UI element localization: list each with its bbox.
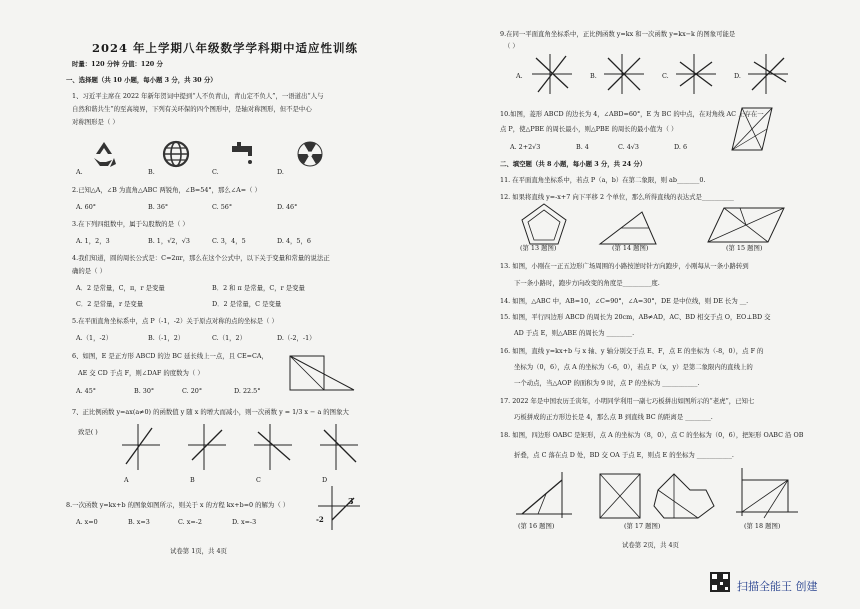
q9-option-c: C. [662, 72, 669, 80]
q14-stem: 14. 如图，△ABC 中，AB=10，∠C=90°，∠A=30°，DE 是中位线，则 DE 长为 __. [500, 297, 749, 305]
q6-figure [288, 350, 358, 400]
q8-stem: 8.一次函数 y=kx+b 的图象如图所示，则关于 x 的方程 kx+b=0 的解为（ ） [66, 501, 290, 509]
q8-option-a: A. x=0 [76, 518, 98, 526]
q9-line-1: 9.在同一平面直角坐标系中，正比例函数 y=kx 和一次函数 y=kx−k 的图象可能是 [500, 30, 736, 38]
qr-code-icon [710, 572, 730, 592]
q17-tangram-figure [598, 470, 718, 522]
faucet-icon [228, 140, 256, 168]
right-column [496, 0, 836, 560]
q1-option-b: B. [148, 168, 155, 176]
q6-option-d: D. 22.5° [234, 387, 261, 395]
q9-line-2: （ ） [504, 42, 519, 50]
q7-graphs [112, 420, 372, 475]
footer-left: 试卷第 1页，共 4页 [170, 547, 227, 555]
q7-line-2: 致是( ) [78, 428, 98, 436]
q4-option-a: A．2 是常量，C，π，r 是变量 [76, 284, 165, 292]
q18-rectangle-figure [734, 466, 800, 520]
q8-option-b: B. x=3 [128, 518, 150, 526]
q6-option-a: A. 45° [76, 387, 97, 395]
radiation-icon [296, 140, 324, 168]
q10-rhombus-figure [722, 104, 782, 154]
q7-option-d: D [322, 476, 328, 484]
q8-option-c: C. x=-2 [178, 518, 202, 526]
q9-option-b: B. [590, 72, 597, 80]
q5-option-c: C.（1，2） [212, 334, 246, 342]
q12-stem: 12. 如果将直线 y=-x+7 向下平移 2 个单位，那么所得直线的表达式是__________ [500, 193, 734, 201]
q1-line-1: 1、习近平主席在 2022 年新年贺词中提到“人不负青山，青山定不负人”，一语道出“人与 [72, 92, 324, 100]
q1-line-2: 自然和谐共生”的至高境界，下列有关环保的四个图形中，是轴对称图形，但不是中心 [72, 105, 312, 113]
q16-line-1: 16. 如图，直线 y=kx+b 与 x 轴、y 轴分别交于点 E、F，点 E 的坐标为（-8，0），点 F 的 [500, 347, 764, 355]
q16-line-2: 坐标为（0，6），点 A 的坐标为（-6，0），若点 P（x，y）是第二象限内的直线上的 [514, 363, 753, 371]
q10-line-1: 10.如图，菱形 ABCD 的边长为 4，∠ABD=60°，E 为 BC 的中点，在对角线 AC 上存在一 [500, 110, 764, 118]
q17-line-2: 巧板拼成的正方形边长是 4，那么点 B 到直线 BC 的距离是 ________. [514, 413, 713, 421]
q11-stem: 11. 在平面直角坐标系中，若点 P（a，b）在第二象限，则 ab_______0. [500, 176, 706, 184]
q16-line-graph [514, 470, 574, 520]
q14-triangle-figure [596, 208, 660, 248]
footer-right: 试卷第 2页，共 4页 [622, 541, 679, 549]
q15-line-1: 15. 如图，平行四边形 ABCD 的周长为 20cm，AB≠AD，AC、BD 相交于点 O，EO⊥BD 交 [500, 313, 771, 321]
q3-option-a: A. 1，2，3 [76, 237, 110, 245]
recycle-icon [90, 140, 118, 168]
scanner-brand-label: 扫描全能王 创建 [737, 580, 818, 593]
left-column [52, 0, 472, 560]
q8-graph-label-y: -2 [316, 515, 324, 524]
q8-graph-label-x: 3 [348, 496, 354, 506]
q7-line-1: 7、正比例函数 y=ax(a≠0) 的函数值 y 随 x 的增大而减小，则一次函数 y = 1/3 x − a 的图象大 [72, 408, 349, 416]
q5-stem: 5.在平面直角坐标系中，点 P（-1，-2）关于原点对称的点的坐标是（ ） [72, 317, 278, 325]
q4-option-d: D．2 是常量，C 是变量 [212, 300, 282, 308]
globe-icon [162, 140, 190, 168]
q8-graph [314, 484, 364, 532]
section-2-heading: 二、填空题（共 8 小题，每小题 3 分，共 24 分） [500, 160, 647, 168]
q1-option-a: A. [76, 168, 83, 176]
q1-line-3: 对称图形是（ ） [72, 118, 119, 126]
q5-option-d: D.（-2，-1） [277, 334, 316, 342]
fig-16-caption: (第 16 题图) [518, 522, 555, 530]
q9-graphs [512, 52, 802, 96]
q9-option-d: D. [734, 72, 741, 80]
q2-option-b: B. 36° [148, 203, 169, 211]
q10-line-2: 点 P，使△PBE 的周长最小，则△PBE 的周长的最小值为（ ） [500, 125, 678, 133]
q13-line-1: 13. 如图，小刚在一正五边形广场周围的小路按逆时针方向跑步，小刚每从一条小路转到 [500, 262, 749, 270]
q6-option-c: C. 20° [182, 387, 203, 395]
q13-line-2: 下一条小路时，跑步方向改变的角度是_________度. [514, 279, 660, 287]
q10-option-d: D. 6 [674, 143, 688, 151]
q3-option-b: B. 1，√2，√3 [148, 237, 190, 245]
q2-option-c: C. 56° [212, 203, 233, 211]
q4-option-b: B．2 和 π 是常量，C，r 是变量 [212, 284, 305, 292]
q2-option-a: A. 60° [76, 203, 97, 211]
q2-stem: 2.已知△A，∠B 为直角△ABC 两锐角，∠B=54°，那么∠A=（ ） [72, 186, 261, 194]
q2-option-d: D. 46° [277, 203, 298, 211]
q10-option-b: B. 4 [576, 143, 589, 151]
q15-parallelogram-figure [706, 204, 788, 246]
q4-line-2: 确的是（ ） [72, 267, 106, 275]
q10-option-a: A. 2+2√3 [510, 143, 541, 151]
q18-line-2: 折叠，点 C 落在点 D 处，BD 交 OA 于点 E，则点 E 的坐标为 ___________. [514, 451, 734, 459]
fig-13-caption: (第 13 题图) [520, 244, 557, 252]
q5-option-b: B.（-1，2） [148, 334, 185, 342]
q18-line-1: 18. 如图，四边形 OABC 是矩形，点 A 的坐标为（8，0），点 C 的坐标为（0，6），把矩形 OABC 沿 OB [500, 431, 804, 439]
q7-option-b: B [190, 476, 195, 484]
fig-18-caption: (第 18 题图) [744, 522, 781, 530]
q5-option-a: A.（1，-2） [76, 334, 113, 342]
q3-option-d: D. 4，5，6 [277, 237, 311, 245]
q1-option-d: D. [277, 168, 284, 176]
q17-line-1: 17. 2022 年是中国农历壬寅年，小明同学利用一副七巧板拼出如图所示的“老虎”，已知七 [500, 397, 755, 405]
q3-option-c: C. 3，4，5 [212, 237, 246, 245]
section-1-heading: 一、选择题（共 10 小题，每小题 3 分，共 30 分） [66, 76, 217, 84]
q4-line-1: 4.我们知道，圆的周长公式是：C=2πr，那么在这个公式中，以下关于变量和常量的说法正 [72, 254, 330, 262]
q7-option-c: C [256, 476, 261, 484]
q6-line-2: AE 交 CD 于点 F，则∠DAF 的度数为（ ） [78, 369, 204, 377]
q3-stem: 3.在下列四组数中，属于勾股数的是（ ） [72, 220, 189, 228]
q6-line-1: 6、如图，E 是正方形 ABCD 的边 BC 延长线上一点，且 CE=CA， [72, 352, 268, 360]
exam-meta: 时量：120 分钟 分值：120 分 [72, 60, 163, 68]
fig-15-caption: (第 15 题图) [726, 244, 763, 252]
exam-title: 2024 年上学期八年级数学学科期中适应性训练 [92, 41, 359, 55]
fig-17-caption: (第 17 题图) [624, 522, 661, 530]
q8-option-d: D. x=-3 [232, 518, 257, 526]
q15-line-2: AD 于点 E，则△ABE 的周长为 ________. [514, 329, 635, 337]
q9-option-a: A. [516, 72, 523, 80]
q1-option-c: C. [212, 168, 219, 176]
q10-option-c: C. 4√3 [618, 143, 639, 151]
q16-line-3: 一个动点，当△AOP 的面积为 9 时，点 P 的坐标为 ___________. [514, 379, 700, 387]
q13-pentagon-figure [516, 200, 572, 248]
fig-14-caption: (第 14 题图) [612, 244, 649, 252]
q6-option-b: B. 30° [134, 387, 155, 395]
q7-option-a: A [124, 476, 129, 484]
q4-option-c: C．2 是常量，r 是变量 [76, 300, 144, 308]
